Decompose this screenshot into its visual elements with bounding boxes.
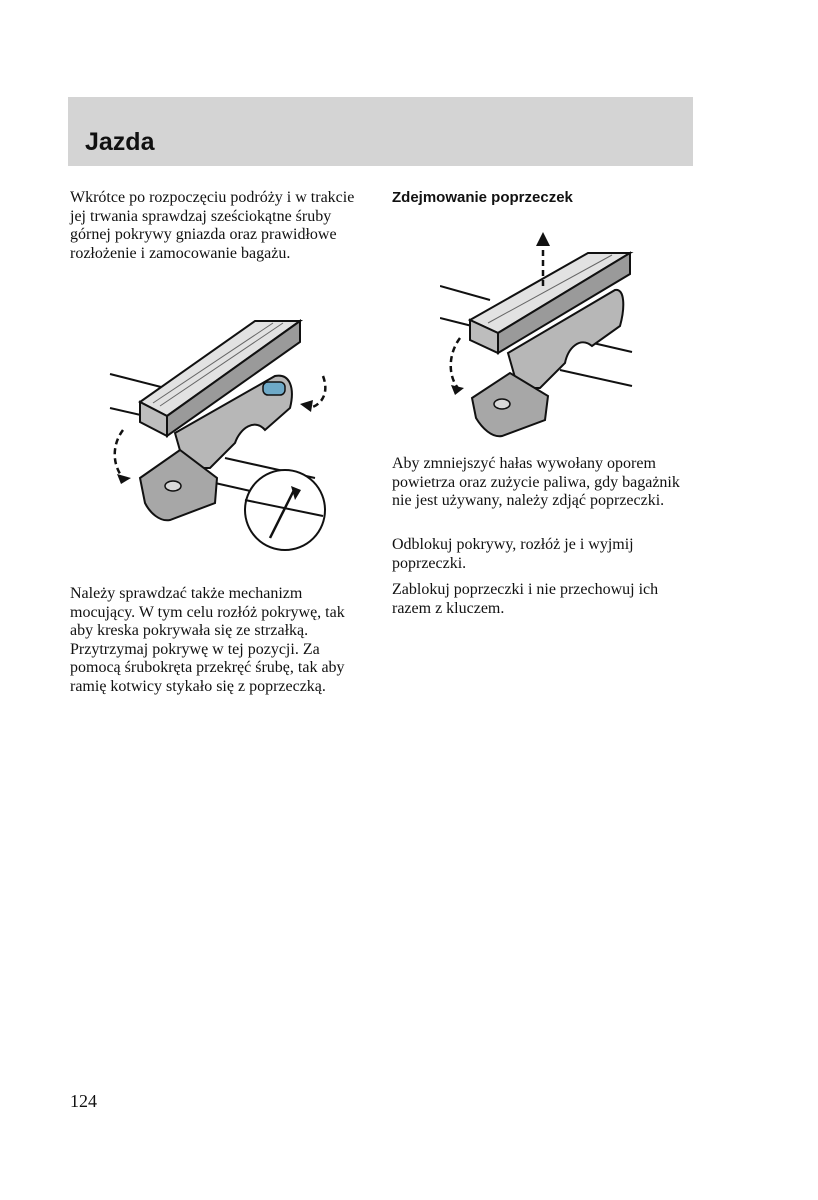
arrow-head-icon bbox=[300, 400, 313, 412]
arrow-head-icon bbox=[117, 474, 131, 484]
rotation-arrow-icon bbox=[451, 338, 460, 388]
section-title: Jazda bbox=[85, 128, 155, 156]
roof-rail-line bbox=[110, 374, 165, 388]
section-header-band bbox=[68, 97, 693, 166]
mechanism-paragraph: Należy sprawdzać także mechanizm mocujący. W tym celu rozłóż pokrywę, tak aby kreska pokrywała się ze strzałką. Przytrzymaj pokrywę w tej pozycji. Za pomocą śrubokręta przekręć śrubę, tak aby ramię kotwicy stykało się z poprzeczką. bbox=[70, 585, 345, 695]
removal-paragraph-3: Zablokuj poprzeczki i nie przechowuj ich razem z kluczem. bbox=[392, 581, 659, 617]
removal-heading: Zdejmowanie poprzeczek bbox=[392, 189, 573, 206]
removal-paragraph-2: Odblokuj pokrywy, rozłóż je i wyjmij poprzeczki. bbox=[392, 536, 634, 572]
rotation-arrow-icon bbox=[115, 430, 123, 478]
screw-icon bbox=[263, 382, 285, 395]
roof-rail-line bbox=[440, 318, 472, 326]
roof-rail-line bbox=[560, 370, 632, 386]
removal-paragraph-1: Aby zmniejszyć hałas wywołany oporem powietrza oraz zużycie paliwa, gdy bagażnik nie jest używany, należy zdjąć poprzeczki. bbox=[392, 455, 680, 509]
arrow-head-icon bbox=[536, 232, 550, 246]
page-number: 124 bbox=[70, 1091, 97, 1111]
crossbar-removal-illustration bbox=[440, 228, 640, 440]
intro-paragraph: Wkrótce po rozpoczęciu podróży i w trakcie jej trwania sprawdzaj sześciokątne śruby górnej pokrywy gniazda oraz prawidłowe rozłożenie i zamocowanie bagażu. bbox=[70, 189, 355, 262]
crossbar-mechanism-check-illustration bbox=[105, 318, 335, 554]
arrow-head-icon bbox=[451, 385, 464, 395]
roof-rail-line bbox=[440, 286, 490, 300]
